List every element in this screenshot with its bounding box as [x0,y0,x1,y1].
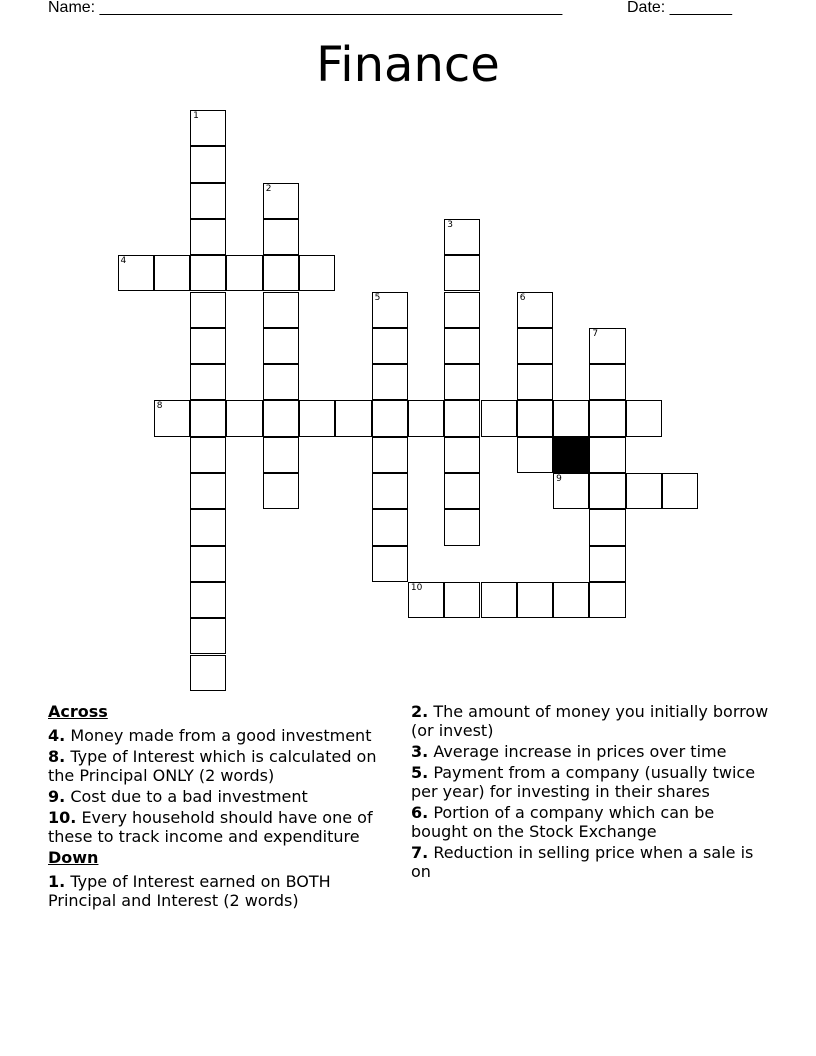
crossword-cell[interactable] [372,509,408,545]
crossword-cell[interactable] [190,400,226,436]
crossword-cell[interactable] [589,546,625,582]
crossword-cell[interactable] [444,219,480,255]
clues-column-left [48,702,403,912]
crossword-cell[interactable] [517,364,553,400]
clue-number-label: 10 [410,582,423,593]
crossword-cell[interactable] [335,400,371,436]
crossword-cell[interactable] [263,292,299,328]
crossword-cell[interactable] [481,400,517,436]
crossword-cell[interactable] [626,473,662,509]
crossword-block-cell [553,437,589,473]
page-title: Finance [316,37,500,93]
crossword-cell[interactable] [444,255,480,291]
clue-down-3 [411,742,771,761]
down-heading: Down [48,848,99,867]
crossword-cell[interactable] [263,328,299,364]
clue-down-5 [411,763,771,801]
crossword-cell[interactable] [299,255,335,291]
clue-text: Payment from a company (usually twice per year) for investing in their shares [411,763,756,801]
clue-number: 10. [48,808,77,827]
crossword-cell[interactable] [589,437,625,473]
crossword-cell[interactable] [190,618,226,654]
crossword-cell[interactable] [190,110,226,146]
clue-number-label: 3 [447,219,453,230]
clue-number-label: 6 [519,292,526,303]
crossword-cell[interactable] [190,255,226,291]
clue-number: 5. [411,763,429,782]
crossword-cell[interactable] [444,292,480,328]
clue-text: The amount of money you initially borrow (or invest) [411,702,769,740]
crossword-cell[interactable] [190,509,226,545]
clue-across-10 [48,808,403,846]
crossword-cell[interactable] [444,582,480,618]
crossword-cell[interactable] [372,473,408,509]
clue-across-9 [48,787,403,806]
crossword-cell[interactable] [154,255,190,291]
crossword-cell[interactable] [372,328,408,364]
clue-text: Reduction in selling price when a sale is on [411,843,754,881]
crossword-cell[interactable] [589,473,625,509]
crossword-cell[interactable] [553,473,589,509]
clue-number: 8. [48,747,66,766]
clue-number: 1. [48,872,66,891]
crossword-cell[interactable] [154,400,190,436]
crossword-cell[interactable] [444,437,480,473]
crossword-cell[interactable] [372,546,408,582]
clue-down-7 [411,843,771,881]
crossword-cell[interactable] [190,183,226,219]
clue-down-1 [48,872,403,910]
crossword-cell[interactable] [190,473,226,509]
date-field-label: Date: _______ [627,0,732,16]
crossword-cell[interactable] [263,400,299,436]
crossword-cell[interactable] [263,255,299,291]
clue-number: 6. [411,803,429,822]
crossword-cell[interactable] [444,400,480,436]
clue-number-label: 4 [120,256,127,267]
clue-number: 9. [48,787,66,806]
clue-number: 7. [411,843,429,862]
crossword-cell[interactable] [190,582,226,618]
crossword-cell[interactable] [589,328,625,364]
clues-column-right [411,702,771,883]
crossword-cell[interactable] [444,473,480,509]
crossword-cell[interactable] [263,437,299,473]
clue-number: 3. [411,742,429,761]
across-heading: Across [48,702,108,721]
crossword-cell[interactable] [589,509,625,545]
clue-text: Type of Interest earned on BOTH Principal and Interest (2 words) [48,872,331,910]
crossword-cell[interactable] [517,400,553,436]
crossword-cell[interactable] [372,292,408,328]
clue-number-label: 8 [156,401,163,412]
crossword-cell[interactable] [517,582,553,618]
crossword-cell[interactable] [517,437,553,473]
clue-across-4 [48,726,403,745]
crossword-cell[interactable] [190,437,226,473]
crossword-cell[interactable] [662,473,698,509]
crossword-cell[interactable] [299,400,335,436]
crossword-cell[interactable] [190,546,226,582]
crossword-cell[interactable] [263,219,299,255]
clue-text: Every household should have one of these to track income and expenditure [48,808,373,846]
clue-text: Type of Interest which is calculated on the Principal ONLY (2 words) [48,747,377,785]
crossword-cell[interactable] [517,328,553,364]
crossword-cell[interactable] [190,364,226,400]
crossword-cell[interactable] [263,183,299,219]
crossword-cell[interactable] [626,400,662,436]
crossword-cell[interactable] [118,255,154,291]
crossword-cell[interactable] [408,582,444,618]
crossword-cell[interactable] [190,655,226,691]
crossword-cell[interactable] [444,328,480,364]
crossword-cell[interactable] [190,292,226,328]
crossword-cell[interactable] [190,219,226,255]
crossword-cell[interactable] [589,582,625,618]
crossword-cell[interactable] [517,292,553,328]
clue-number-label: 7 [592,328,599,339]
crossword-cell[interactable] [444,364,480,400]
crossword-cell[interactable] [372,364,408,400]
clue-text: Money made from a good investment [70,726,372,745]
crossword-cell[interactable] [226,400,262,436]
crossword-cell[interactable] [553,400,589,436]
name-field-label: Name: ____________________________________________________ [48,0,563,16]
clue-number-label: 5 [374,292,381,303]
clue-down-2 [411,702,771,740]
crossword-cell[interactable] [408,400,444,436]
clue-text: Cost due to a bad investment [70,787,308,806]
crossword-cell[interactable] [444,509,480,545]
clue-number-label: 9 [556,474,562,484]
crossword-cell[interactable] [226,255,262,291]
crossword-cell[interactable] [190,328,226,364]
clue-down-6 [411,803,771,841]
crossword-cell[interactable] [372,437,408,473]
crossword-cell[interactable] [190,146,226,182]
crossword-cell[interactable] [372,400,408,436]
clue-number: 4. [48,726,66,745]
clue-across-8 [48,747,403,785]
crossword-cell[interactable] [589,364,625,400]
crossword-cell[interactable] [553,582,589,618]
clue-number-label: 2 [265,183,272,194]
clue-text: Average increase in prices over time [433,742,727,761]
clue-number-label: 1 [193,111,199,121]
crossword-cell[interactable] [481,582,517,618]
clue-text: Portion of a company which can be bought on the Stock Exchange [411,803,715,841]
crossword-cell[interactable] [263,364,299,400]
crossword-cell[interactable] [589,400,625,436]
crossword-cell[interactable] [263,473,299,509]
clue-number: 2. [411,702,429,721]
